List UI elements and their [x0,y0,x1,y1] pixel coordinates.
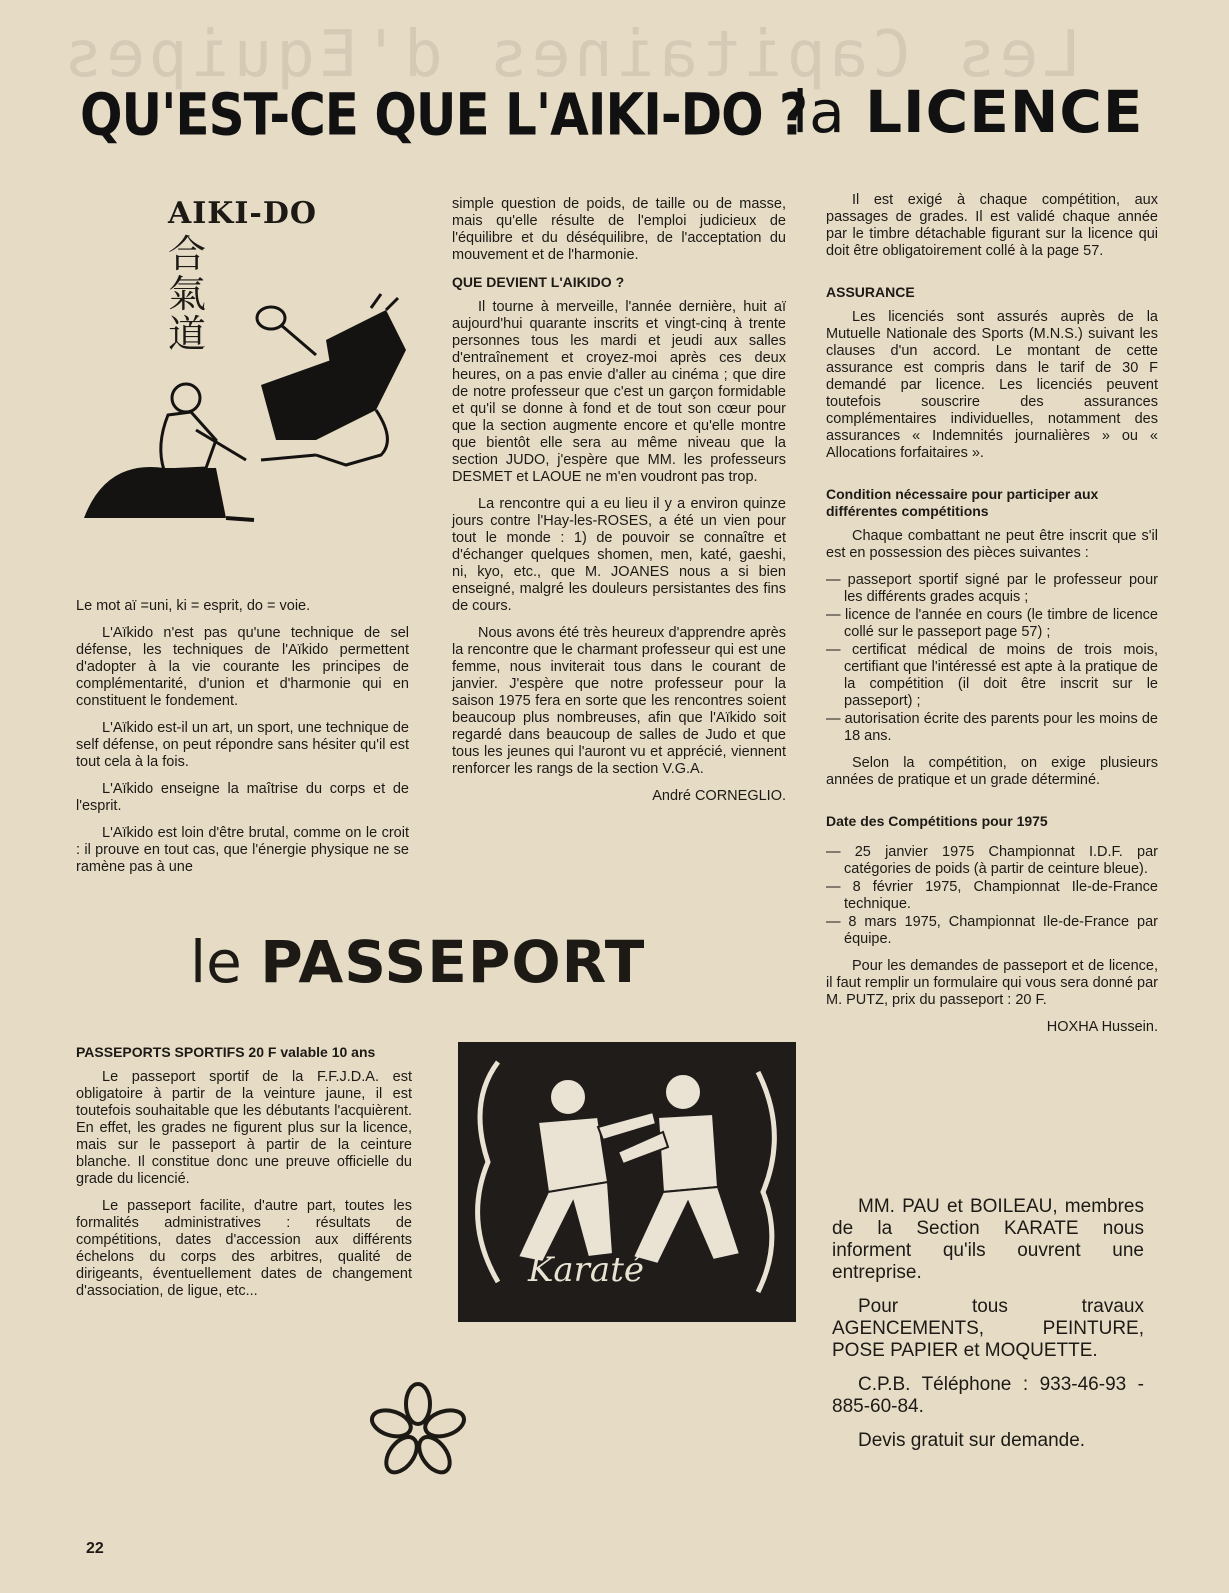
flower-ornament [362,1378,474,1486]
aikido-throw-illustration [76,290,416,530]
condition-list [826,572,1158,745]
licence-paragraph: Chaque combattant ne peut être inscrit que s'il est en possession des pièces suivantes : [826,528,1158,561]
ad-paragraph: Pour tous travaux AGENCEMENTS, PEINTURE, POSE PAPIER et MOQUETTE. [832,1296,1144,1361]
dates-heading: Date des Compétitions pour 1975 [826,813,1048,829]
passeport-subheading: PASSEPORTS SPORTIFS 20 F valable 10 ans [76,1044,376,1060]
aikido-paragraph: L'Aïkido enseigne la maîtrise du corps et de l'esprit. [76,781,409,814]
aikido-paragraph: La rencontre qui a eu lieu il y a environ quinze jours contre l'Hay-les-ROSES, a été un vien pour tout le monde : 1) de pouvoir se connaître et d'échanger quelques shomen, men, katé, gaeshi, ni, kyo, etc., que M. JOANES nous a si bien enseigné, malgré les douleurs persistantes des fins de cours. [452,496,786,614]
aikido-kanji: 合 氣 道 [168,232,207,356]
aikido-column-1 [76,598,409,886]
ad-paragraph: MM. PAU et BOILEAU, membres de la Section KARATE nous informent qu'ils ouvrent une entreprise. [832,1196,1144,1283]
list-item: — 25 janvier 1975 Championnat I.D.F. par catégories de poids (à partir de ceinture bleue). [826,844,1158,878]
aikido-column-2 [452,196,786,815]
passeport-headline-word: PASSEPORT [260,928,646,996]
karate-ad [832,1196,1144,1464]
list-item: — certificat médical de moins de trois mois, certifiant que l'intéressé est apte à la pratique de la compétition (il doit être inscrit sur le passeport) ; [826,642,1158,710]
licence-headline [792,78,1144,146]
list-item: — passeport sportif signé par le professeur pour les différents grades acquis ; [826,572,1158,606]
page-number: 22 [86,1540,104,1557]
licence-paragraph: Pour les demandes de passeport et de licence, il faut remplir un formulaire qui vous sera donné par M. PUTZ, prix du passeport : 20 F. [826,958,1158,1008]
aikido-illustration-title: AIKI-DO [168,196,318,231]
aikido-subheading: QUE DEVIENT L'AIKIDO ? [452,274,625,290]
ad-paragraph: Devis gratuit sur demande. [858,1430,1086,1451]
assurance-heading: ASSURANCE [826,284,915,300]
passeport-headline-article: le [190,928,261,996]
karate-illustration [458,1042,796,1322]
aikido-paragraph: Le mot aï =uni, ki = esprit, do = voie. [76,598,311,614]
list-item: — 8 février 1975, Championnat Ile-de-France technique. [826,879,1158,913]
aikido-paragraph: L'Aïkido n'est pas qu'une technique de sel défense, les techniques de l'Aïkido permettent d'adopter à la vie courante les principes de complémentarité, d'union et d'harmonie qui en constituent le fondement. [76,625,409,709]
aikido-paragraph: Il tourne à merveille, l'année dernière, huit aï aujourd'hui quarante inscrits et vingt-cinq à trente personnes tous les mardi et jeudi aux salles d'entraînement et croyez-moi après ces deux heures, on a pas envie d'aller au cinéma ; que dire de notre professeur que c'est un garçon formidable et qu'il se donne à fond et de tout son cœur pour que la section augmente encore et qu'elle montre que bientôt elle sera au même niveau que la section JUDO, j'espère que MM. les professeurs DESMET et LAOUE ne m'en voudront pas trop. [452,299,786,485]
list-item: — licence de l'année en cours (le timbre de licence collé sur le passeport page 57) ; [826,607,1158,641]
aikido-headline: QU'EST-CE QUE L'AIKI-DO ? [80,81,808,149]
bleed-through-text: Les Capitaines d'Equipes [60,18,1081,92]
aikido-paragraph: L'Aïkido est-il un art, un sport, une technique de self défense, on peut répondre sans hésiter qu'il est tout cela à la fois. [76,720,409,770]
dates-list [826,844,1158,948]
passeport-paragraph: Le passeport facilite, d'autre part, toutes les formalités administratives : résultats de compétitions, dates d'accession aux différents échelons du corps des arbitres, qualité de dirigeants, éventuellement dates de changement d'association, de ligue, etc... [76,1198,412,1299]
list-item: — 8 mars 1975, Championnat Ile-de-France par équipe. [826,914,1158,948]
licence-paragraph: Les licenciés sont assurés auprès de la Mutuelle Nationale des Sports (M.N.S.) suivant les clauses d'un accord. Le montant de cette assurance est compris dans le tarif de 30 F demandé par licence. Les licenciés peuvent toutefois souscrire des assurances complémentaires individuelles, notamment des assurances « Indemnités journalières » ou « Allocations forfaitaires ». [826,309,1158,461]
passeport-column [76,1040,412,1310]
licence-headline-article: la [792,78,866,146]
licence-paragraph: Selon la compétition, on exige plusieurs années de pratique et un grade déterminé. [826,755,1158,788]
aikido-paragraph: L'Aïkido est loin d'être brutal, comme on le croit : il prouve en tout cas, que l'énergie physique ne se ramène pas à une [76,825,409,875]
licence-column [826,192,1158,1046]
ad-paragraph: C.P.B. Téléphone : 933-46-93 - 885-60-84. [832,1374,1144,1417]
list-item: — autorisation écrite des parents pour les moins de 18 ans. [826,711,1158,745]
licence-signature: HOXHA Hussein. [1046,1019,1158,1035]
passeport-paragraph: Le passeport sportif de la F.F.J.D.A. est obligatoire à partir de la veinture jaune, il est toutefois souhaitable que les débutants l'acquièrent. En effet, les grades ne figurent plus sur la licence, mais sur le passeport à partir de la ceinture blanche. Il constitue donc une preuve officielle du grade du licencié. [76,1069,412,1187]
passeport-headline [190,928,645,996]
aikido-signature: André CORNEGLIO. [652,788,786,804]
licence-headline-word: LICENCE [865,78,1144,146]
condition-heading: Condition nécessaire pour participer aux différentes compétitions [826,486,1099,519]
karate-label: Karaté [528,1250,644,1290]
aikido-paragraph: simple question de poids, de taille ou de masse, mais qu'elle résulte de l'emploi judicieux de l'équilibre et du déséquilibre, de l'acceptation du mouvement et de l'harmonie. [452,196,786,263]
aikido-paragraph: Nous avons été très heureux d'apprendre après la rencontre que le charmant professeur qui est une femme, nous inviterait tous dans le courant de janvier. J'espère que notre professeur pour la saison 1975 fera en sorte que les rencontres soient beaucoup plus nombreuses, afin que l'Aïkido soit regardé dans beaucoup de salles de Judo et que tous les jeunes qui l'auront vu et apprécié, viennent renforcer les rangs de la section V.G.A. [452,625,786,777]
licence-paragraph: Il est exigé à chaque compétition, aux passages de grades. Il est validé chaque année par le timbre détachable figurant sur la licence qui doit être obligatoirement collé à la page 57. [826,192,1158,259]
